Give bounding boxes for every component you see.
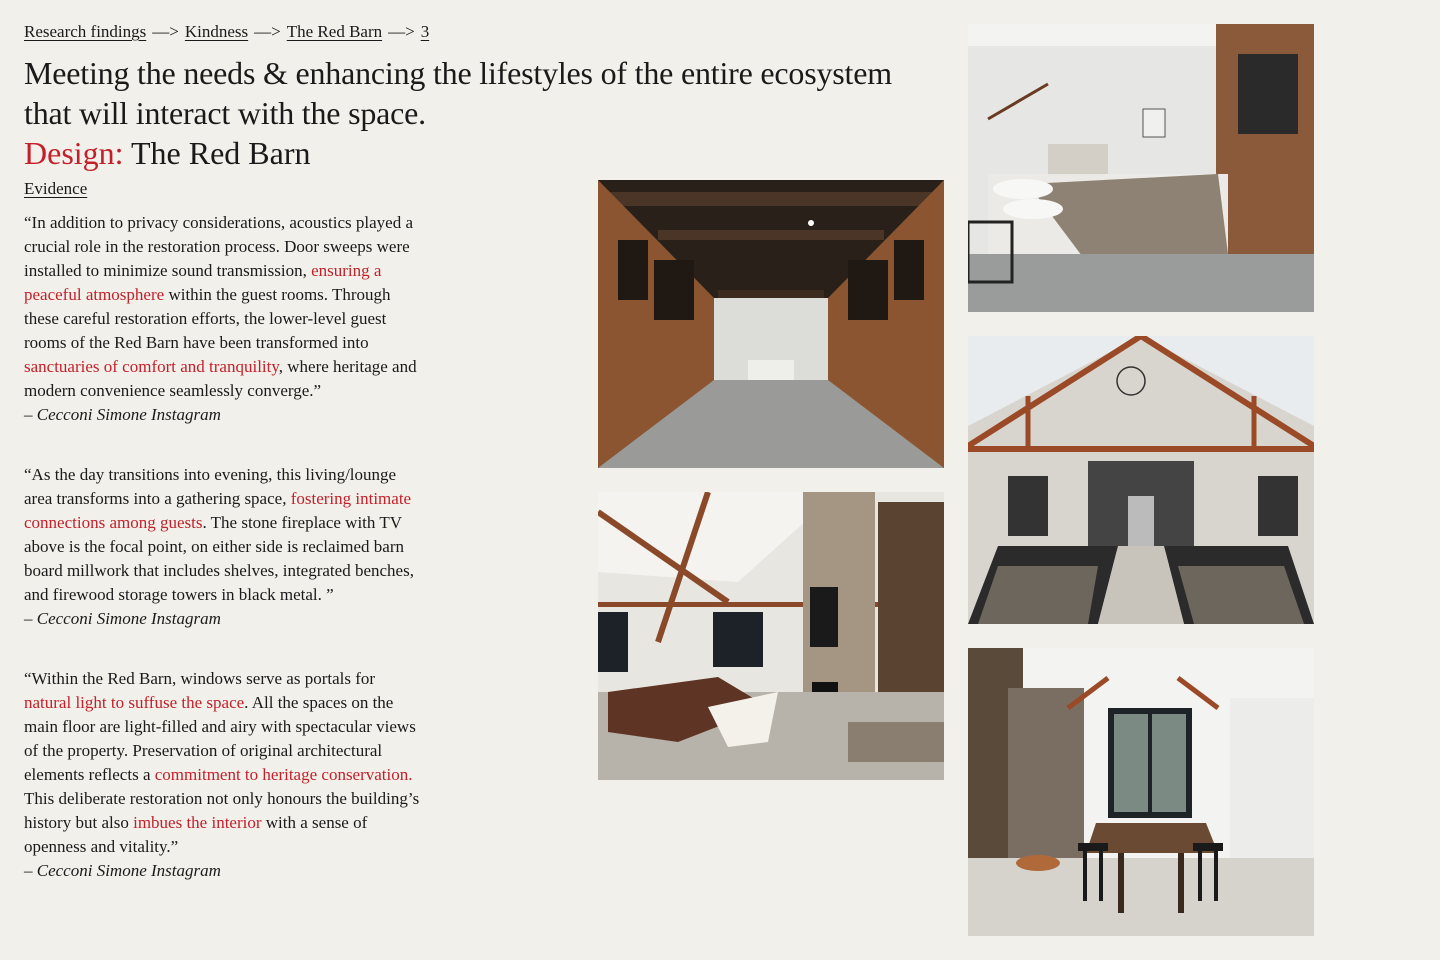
breadcrumb-kindness[interactable]: Kindness [184,22,249,41]
quote-3-text: This deliberate restoration not only honours the building’s history but also [24,789,420,832]
quote-1-text: , where heritage and modern convenience seamlessly converge.” [24,357,417,400]
guest-bedroom-photo [968,24,1314,312]
page-title-line-2: that will interact with the space. [24,95,426,131]
breadcrumb-separator: —> [388,22,415,41]
breadcrumb-research-findings[interactable]: Research findings [24,22,147,41]
page-title [24,53,904,133]
breadcrumb-separator: —> [152,22,179,41]
quote-3-highlight-2: commitment to heritage conservation. [154,765,413,784]
quote-2-highlight-1: fostering intimate connections among guests [24,489,412,532]
quote-3-text: with a sense of openness and vitality.” [24,813,368,856]
quote-3-highlight-3: imbues the interior [133,813,262,832]
quote-1-text: within the guest rooms. Through these careful restoration efforts, the lower-level guest rooms of the Red Barn have been transformed into [24,285,391,352]
breadcrumb [24,20,429,44]
quote-2-source: – Cecconi Simone Instagram [24,609,221,628]
page-title-line-1: Meeting the needs & enhancing the lifestyles of the entire ecosystem [24,55,892,91]
breadcrumb-red-barn[interactable]: The Red Barn [286,22,383,41]
quote-3-highlight-1: natural light to suffuse the space [24,693,245,712]
quote-1-highlight-2: sanctuaries of comfort and tranquility [24,357,279,376]
breadcrumb-separator: —> [254,22,281,41]
design-label: Design: [24,135,124,171]
quote-1-source: – Cecconi Simone Instagram [24,405,221,424]
quote-2-text: “As the day transitions into evening, this living/lounge area transforms into a gathering space, [24,465,397,508]
living-room-fireplace-photo [598,492,944,780]
barn-hallway-photo [598,180,944,468]
quote-3-text: . All the spaces on the main floor are light-filled and airy with spectacular views of the property. Preservation of original architectural elements reflects a [24,693,416,784]
dining-room-photo [968,648,1314,936]
quote-3-source: – Cecconi Simone Instagram [24,861,221,880]
quote-3-text: “Within the Red Barn, windows serve as portals for [24,669,376,688]
design-name: The Red Barn [130,135,311,171]
quote-2 [24,463,424,631]
kitchen-photo [968,336,1314,624]
quote-2-text: . The stone fireplace with TV above is the focal point, on either side is reclaimed barn board millwork that includes shelves, integrated benches, and firewood storage towers in black metal. ” [24,513,414,604]
quote-1 [24,211,424,427]
quote-1-text: “In addition to privacy considerations, acoustics played a crucial role in the restoration process. Door sweeps were installed to minimize sound transmission, [24,213,413,280]
quote-3 [24,667,424,883]
breadcrumb-page-3[interactable]: 3 [420,22,430,41]
design-heading [24,133,310,173]
quote-1-highlight-1: ensuring a peaceful atmosphere [24,261,382,304]
evidence-link[interactable]: Evidence [24,179,88,198]
